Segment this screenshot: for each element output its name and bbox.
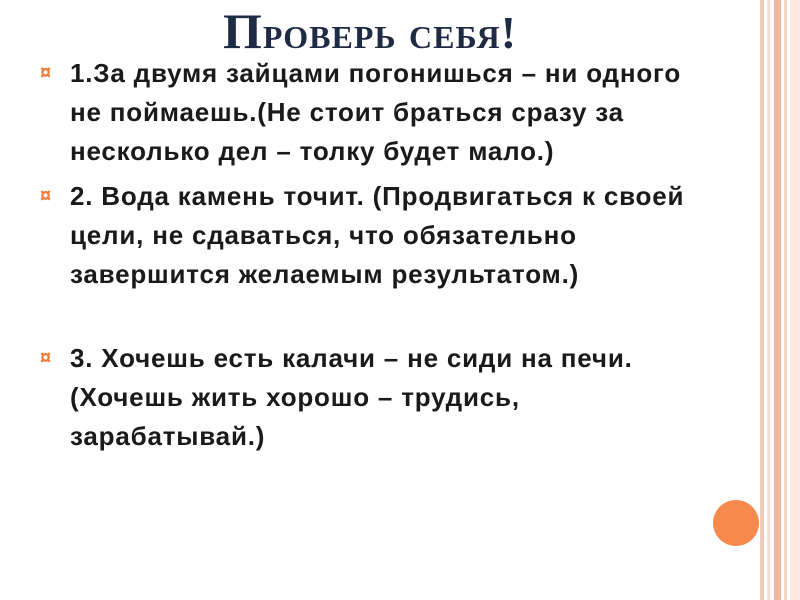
bullet-icon: ¤ (40, 185, 52, 207)
slide-title (0, 2, 740, 60)
list-item-2 (40, 177, 690, 294)
bullet-icon: ¤ (40, 62, 52, 84)
bullet-icon: ¤ (40, 347, 52, 369)
title-initial: П (222, 3, 263, 59)
title-rest: роверь себя! (262, 7, 518, 58)
item-text: 1.За двумя зайцами погонишься – ни одного не поймаешь.(Не стоит браться сразу за несколько дел – толку будет мало.) (70, 58, 682, 166)
list-item-1 (40, 54, 690, 171)
item-text: 3. Хочешь есть калачи – не сиди на печи. (Хочешь жить хорошо – трудись, зарабатывай.) (70, 343, 633, 451)
decorative-stripe (784, 0, 787, 600)
decorative-stripe (760, 0, 764, 600)
decorative-stripe (767, 0, 770, 600)
decorative-stripe (790, 0, 800, 600)
bullet-list (40, 54, 690, 456)
decorative-circle (713, 500, 759, 546)
item-text: 2. Вода камень точит. (Продвигаться к своей цели, не сдаваться, что обязательно завершится желаемым результатом.) (70, 181, 685, 289)
decorative-stripe (774, 0, 781, 600)
list-item-3 (40, 339, 690, 456)
